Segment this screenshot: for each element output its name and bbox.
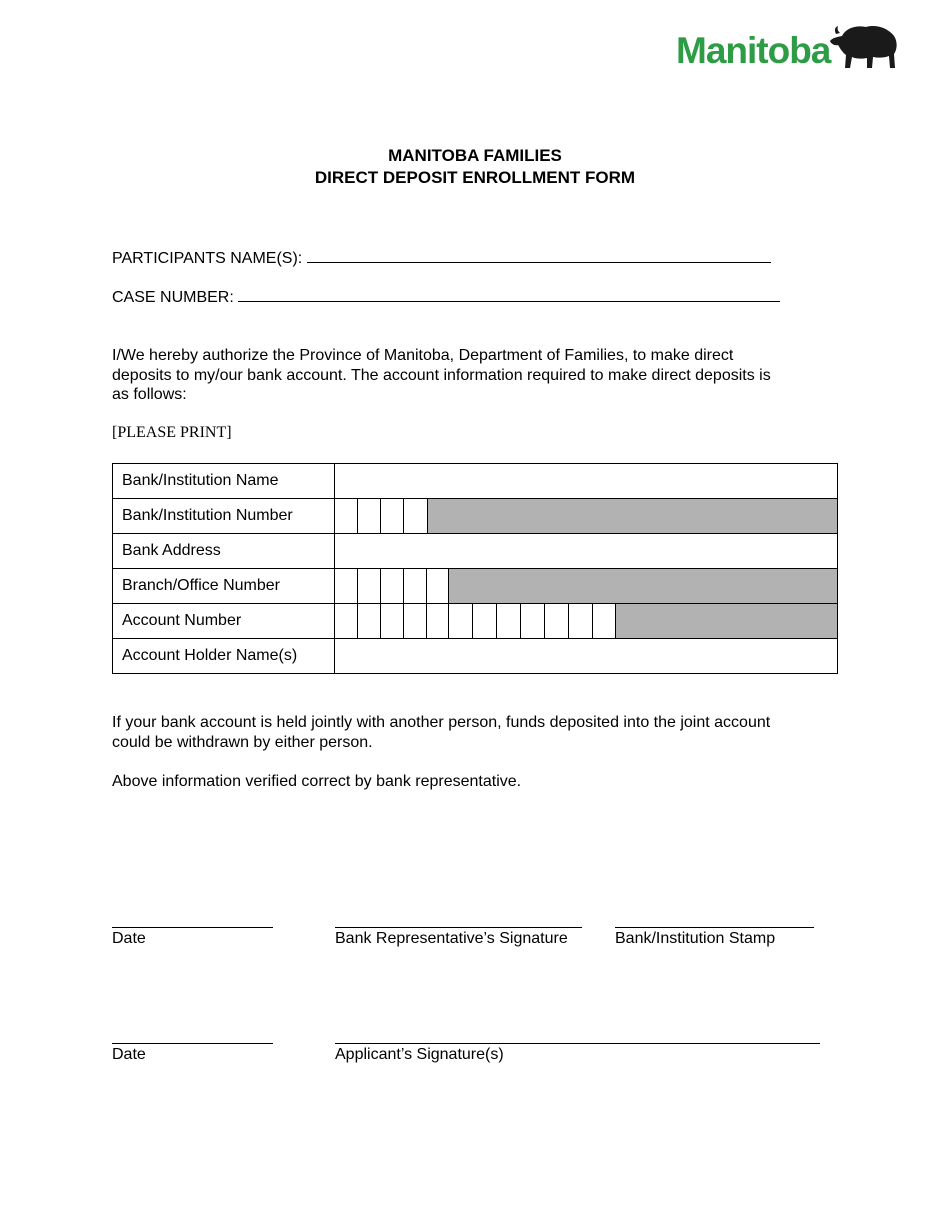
shaded-area xyxy=(428,499,837,533)
digit-box[interactable] xyxy=(449,604,473,638)
date-label-1: Date xyxy=(112,930,146,947)
digit-box[interactable] xyxy=(521,604,545,638)
bank-info-table xyxy=(112,463,838,674)
bank-address-label: Bank Address xyxy=(113,534,335,569)
table-row xyxy=(113,464,838,499)
case-number-label: CASE NUMBER: xyxy=(112,289,234,306)
case-number-field xyxy=(112,287,780,308)
digit-box[interactable] xyxy=(497,604,521,638)
joint-account-note xyxy=(112,713,832,752)
digit-box[interactable] xyxy=(404,569,427,603)
table-row xyxy=(113,499,838,534)
manitoba-logo xyxy=(676,22,901,78)
please-print-note: [PLEASE PRINT] xyxy=(112,424,232,441)
bank-stamp-line[interactable] xyxy=(615,927,814,928)
bank-stamp-label: Bank/Institution Stamp xyxy=(615,930,776,947)
digit-box[interactable] xyxy=(569,604,593,638)
authorization-line: deposits to my/our bank account. The account information required to make direct deposits is xyxy=(112,366,771,384)
bank-number-input[interactable] xyxy=(335,499,838,534)
table-row xyxy=(113,604,838,639)
bank-name-input[interactable] xyxy=(335,464,838,499)
account-holder-label: Account Holder Name(s) xyxy=(113,639,335,674)
digit-box[interactable] xyxy=(545,604,569,638)
branch-number-label: Branch/Office Number xyxy=(113,569,335,604)
table-row xyxy=(113,639,838,674)
authorization-line: as follows: xyxy=(112,386,187,403)
bank-address-input[interactable] xyxy=(335,534,838,569)
branch-number-input[interactable] xyxy=(335,569,838,604)
applicant-signature-label: Applicant’s Signature(s) xyxy=(335,1046,504,1063)
table-row xyxy=(113,534,838,569)
digit-box[interactable] xyxy=(335,604,358,638)
table-row xyxy=(113,569,838,604)
bank-rep-signature-label: Bank Representative’s Signature xyxy=(335,930,568,947)
digit-box[interactable] xyxy=(335,499,358,533)
participants-label: PARTICIPANTS NAME(S): xyxy=(112,250,303,267)
digit-box[interactable] xyxy=(427,604,449,638)
digit-box[interactable] xyxy=(358,569,381,603)
form-title-line1: MANITOBA FAMILIES xyxy=(388,146,562,165)
digit-box[interactable] xyxy=(358,604,381,638)
digit-box[interactable] xyxy=(404,499,428,533)
shaded-area xyxy=(616,604,837,638)
joint-note-line: could be withdrawn by either person. xyxy=(112,733,373,751)
participants-input[interactable] xyxy=(307,248,771,263)
bank-name-label: Bank/Institution Name xyxy=(113,464,335,499)
applicant-signature-line[interactable] xyxy=(335,1043,820,1044)
digit-box[interactable] xyxy=(427,569,449,603)
date-line-2[interactable] xyxy=(112,1043,273,1044)
verified-note: Above information verified correct by bank representative. xyxy=(112,773,522,790)
digit-box[interactable] xyxy=(381,604,404,638)
logo-wordmark: Manitoba xyxy=(676,30,831,71)
authorization-paragraph xyxy=(112,346,832,405)
digit-box[interactable] xyxy=(593,604,616,638)
digit-box[interactable] xyxy=(381,499,404,533)
digit-box[interactable] xyxy=(381,569,404,603)
date-label-2: Date xyxy=(112,1046,146,1063)
account-holder-input[interactable] xyxy=(335,639,838,674)
digit-box[interactable] xyxy=(335,569,358,603)
digit-box[interactable] xyxy=(358,499,381,533)
case-number-input[interactable] xyxy=(238,287,780,302)
digit-box[interactable] xyxy=(473,604,497,638)
bank-number-label: Bank/Institution Number xyxy=(113,499,335,534)
bison-icon xyxy=(828,22,900,74)
participants-field xyxy=(112,248,771,269)
account-number-label: Account Number xyxy=(113,604,335,639)
bank-rep-signature-line[interactable] xyxy=(335,927,582,928)
authorization-line: I/We hereby authorize the Province of Manitoba, Department of Families, to make direct xyxy=(112,347,734,364)
digit-box[interactable] xyxy=(404,604,427,638)
form-title-line2: DIRECT DEPOSIT ENROLLMENT FORM xyxy=(314,168,636,187)
shaded-area xyxy=(449,569,837,603)
joint-note-line: If your bank account is held jointly with another person, funds deposited into the joint account xyxy=(112,714,771,731)
date-line-1[interactable] xyxy=(112,927,273,928)
account-number-input[interactable] xyxy=(335,604,838,639)
